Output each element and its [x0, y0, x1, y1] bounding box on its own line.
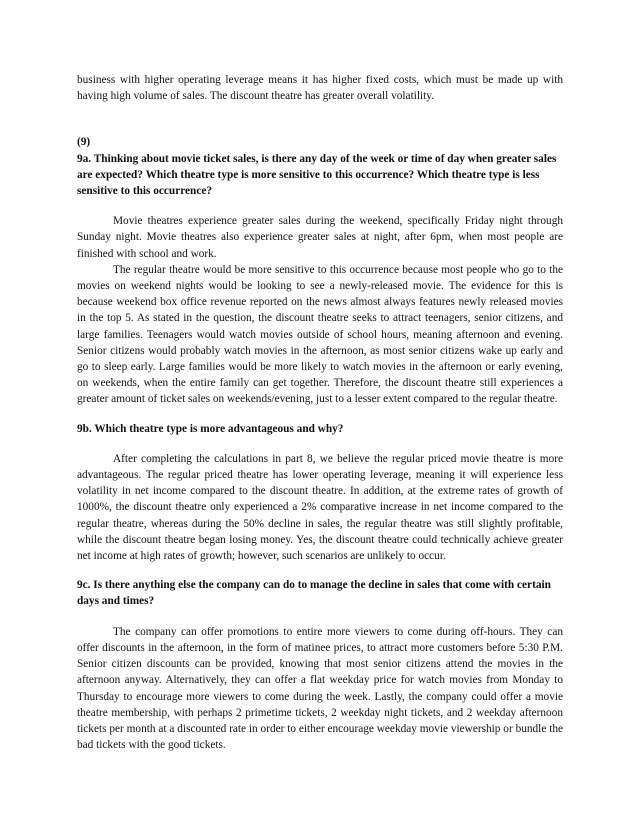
q9c-heading: 9c. Is there anything else the company can do to manage the decline in sales that come with certain days and times? — [77, 579, 551, 608]
q9a-paragraph-2: The regular theatre would be more sensitive to this occurrence because most people who go to the movies on weekend nights would be looking to see a newly-released movie. The evidence for this is because weekend box office revenue reported on the news almost always features newly released movies in the top 5. As stated in the question, the discount theatre seeks to attract teenagers, senior citizens, and large families. Teenagers would watch movies outside of school hours, meaning afternoon and evening. Senior citizens would probably watch movies in the afternoon, as most senior citizens wake up early and go to sleep early. Large families would be more likely to watch movies in the afternoon or early evening, on weekends, when the entire family can get together. Therefore, the discount theatre still experiences a greater amount of ticket sales on weekends/evening, just to a lesser extent compared to the regular theatre. — [77, 263, 563, 406]
q9b-paragraph: After completing the calculations in part 8, we believe the regular priced movie theatre is more advantageous. The regular priced theatre has lower operating leverage, meaning it will experience less volatility in net income compared to the discount theatre. In addition, at the extreme rates of growth of 1000%, the discount theatre only experienced a 2% comparative increase in net income compared to the regular theatre, whereas during the 50% decline in sales, the regular theatre was still slightly profitable, while the discount theatre began losing money. Yes, the discount theatre could technically achieve greater net income at high rates of growth; however, such scenarios are unlikely to occur. — [77, 452, 563, 563]
q9c-paragraph: The company can offer promotions to entire more viewers to come during off-hours. They can offer discounts in the afternoon, in the form of matinee prices, to attract more customers before 5:30 P.M. Senior citizen discounts can be provided, knowing that most senior citizens attend the movies in the afternoon anyway. Alternatively, they can offer a flat weekday price for watch movies from Monday to Thursday to encourage more viewers to come during the week. Lastly, the company could offer a movie theatre membership, with perhaps 2 primetime tickets, 2 weekday night tickets, and 2 weekday afternoon tickets per month at a discounted rate in order to either encourage weekday movie viewership or bundle the bad tickets with the good tickets. — [77, 625, 563, 752]
document-page — [77, 72, 563, 753]
q9a-paragraph-1: Movie theatres experience greater sales during the weekend, specifically Friday night through Sunday night. Movie theatres also experience greater sales at night, after 6pm, when most people are finished with school and work. — [77, 215, 563, 260]
section-number: (9) — [77, 136, 91, 149]
q9a-heading: 9a. Thinking about movie ticket sales, is there any day of the week or time of day when greater sales are expected? Which theatre type is more sensitive to this occurrence? Which theatre type is less sensitive to this occurrence? — [77, 152, 557, 198]
intro-paragraph: business with higher operating leverage means it has higher fixed costs, which must be made up with having high volume of sales. The discount theatre has greater overall volatility. — [77, 74, 563, 103]
q9b-heading: 9b. Which theatre type is more advantageous and why? — [77, 422, 344, 435]
